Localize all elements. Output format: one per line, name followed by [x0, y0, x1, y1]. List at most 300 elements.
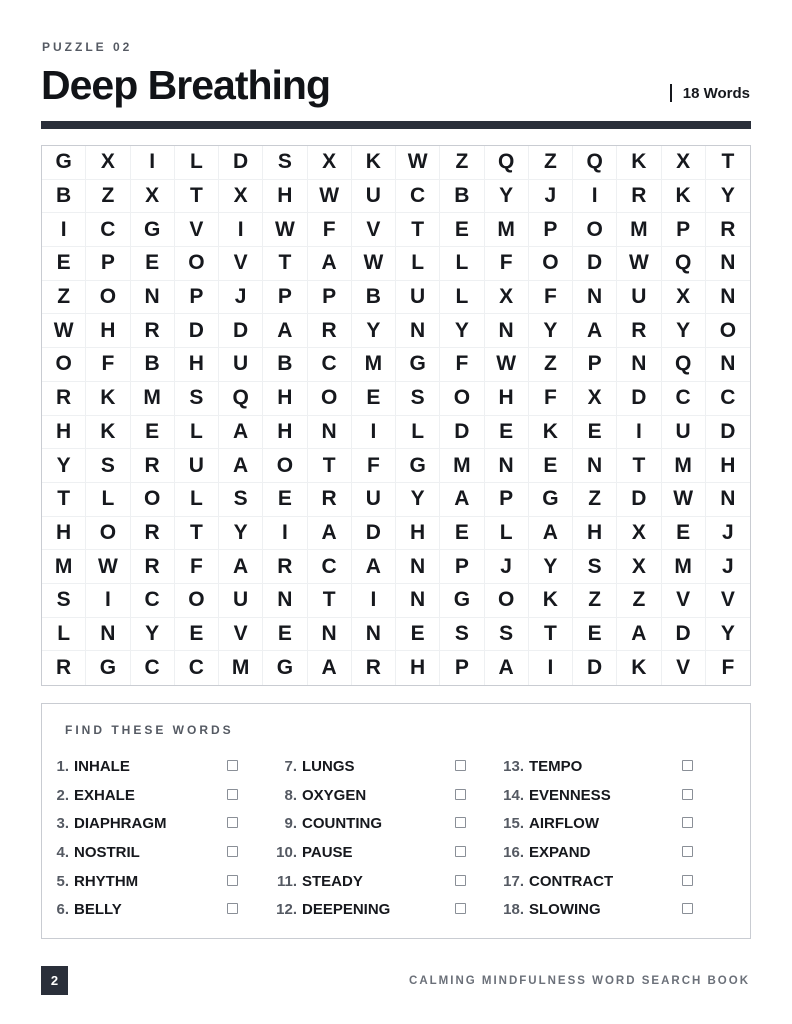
grid-cell[interactable]: Y: [529, 550, 573, 584]
grid-cell[interactable]: B: [440, 180, 484, 214]
grid-cell[interactable]: I: [219, 213, 263, 247]
grid-cell[interactable]: E: [42, 247, 86, 281]
grid-cell[interactable]: I: [617, 416, 661, 450]
grid-cell[interactable]: X: [662, 281, 706, 315]
grid-cell[interactable]: T: [706, 146, 750, 180]
grid-cell[interactable]: P: [308, 281, 352, 315]
grid-cell[interactable]: T: [175, 517, 219, 551]
grid-cell[interactable]: Z: [529, 348, 573, 382]
grid-cell[interactable]: Y: [529, 314, 573, 348]
grid-cell[interactable]: O: [42, 348, 86, 382]
grid-cell[interactable]: S: [219, 483, 263, 517]
grid-cell[interactable]: O: [706, 314, 750, 348]
grid-cell[interactable]: A: [308, 517, 352, 551]
grid-cell[interactable]: L: [485, 517, 529, 551]
grid-cell[interactable]: Y: [706, 180, 750, 214]
grid-cell[interactable]: N: [396, 550, 440, 584]
grid-cell[interactable]: M: [662, 449, 706, 483]
grid-cell[interactable]: A: [485, 651, 529, 685]
grid-cell[interactable]: A: [219, 416, 263, 450]
grid-cell[interactable]: L: [396, 247, 440, 281]
grid-cell[interactable]: E: [175, 618, 219, 652]
grid-cell[interactable]: H: [485, 382, 529, 416]
grid-cell[interactable]: P: [440, 550, 484, 584]
grid-cell[interactable]: K: [662, 180, 706, 214]
grid-cell[interactable]: G: [86, 651, 130, 685]
grid-cell[interactable]: O: [86, 517, 130, 551]
word-list-item: [42, 895, 238, 924]
grid-cell[interactable]: Q: [219, 382, 263, 416]
word-list-item: [42, 781, 238, 810]
grid-cell[interactable]: N: [86, 618, 130, 652]
grid-cell[interactable]: I: [131, 146, 175, 180]
grid-cell[interactable]: O: [131, 483, 175, 517]
grid-cell[interactable]: G: [529, 483, 573, 517]
grid-cell[interactable]: T: [396, 213, 440, 247]
word-number: 1.: [56, 757, 69, 775]
word-checkbox[interactable]: [455, 760, 466, 771]
grid-cell[interactable]: T: [529, 618, 573, 652]
grid-cell[interactable]: Z: [440, 146, 484, 180]
grid-cell[interactable]: E: [485, 416, 529, 450]
word-checkbox[interactable]: [227, 789, 238, 800]
grid-cell[interactable]: H: [396, 651, 440, 685]
grid-cell[interactable]: U: [617, 281, 661, 315]
word-number: 3.: [56, 815, 69, 833]
grid-cell[interactable]: C: [396, 180, 440, 214]
grid-cell[interactable]: G: [263, 651, 307, 685]
grid-cell[interactable]: U: [219, 348, 263, 382]
grid-cell[interactable]: H: [263, 180, 307, 214]
grid-cell[interactable]: L: [440, 247, 484, 281]
grid-cell[interactable]: D: [573, 651, 617, 685]
grid-cell[interactable]: I: [529, 651, 573, 685]
grid-cell[interactable]: E: [131, 247, 175, 281]
grid-cell[interactable]: Q: [573, 146, 617, 180]
grid-cell[interactable]: C: [308, 348, 352, 382]
grid-cell[interactable]: J: [219, 281, 263, 315]
grid-cell[interactable]: L: [86, 483, 130, 517]
grid-cell[interactable]: J: [485, 550, 529, 584]
word-list-item: [497, 781, 693, 810]
word-checkbox[interactable]: [682, 903, 693, 914]
grid-cell[interactable]: Q: [485, 146, 529, 180]
grid-cell[interactable]: U: [662, 416, 706, 450]
grid-cell[interactable]: X: [485, 281, 529, 315]
grid-cell[interactable]: S: [396, 382, 440, 416]
grid-cell[interactable]: D: [573, 247, 617, 281]
word-list-item: [497, 895, 693, 924]
word-list-column: [270, 752, 466, 924]
grid-cell[interactable]: E: [263, 618, 307, 652]
grid-cell[interactable]: V: [175, 213, 219, 247]
word-number: 8.: [284, 786, 297, 804]
grid-cell[interactable]: G: [42, 146, 86, 180]
grid-cell[interactable]: E: [440, 517, 484, 551]
grid-cell[interactable]: F: [175, 550, 219, 584]
grid-cell[interactable]: G: [440, 584, 484, 618]
word-text: TEMPO: [529, 757, 583, 775]
grid-cell[interactable]: W: [86, 550, 130, 584]
grid-cell[interactable]: B: [131, 348, 175, 382]
word-number: 7.: [284, 757, 297, 775]
grid-cell[interactable]: K: [529, 416, 573, 450]
word-text: STEADY: [302, 872, 363, 890]
grid-cell[interactable]: R: [131, 517, 175, 551]
grid-cell[interactable]: N: [573, 449, 617, 483]
grid-cell[interactable]: U: [352, 180, 396, 214]
grid-cell[interactable]: Z: [573, 584, 617, 618]
grid-cell[interactable]: N: [396, 314, 440, 348]
word-checkbox[interactable]: [455, 846, 466, 857]
grid-cell[interactable]: I: [352, 584, 396, 618]
grid-cell[interactable]: K: [617, 651, 661, 685]
grid-cell[interactable]: I: [86, 584, 130, 618]
grid-cell[interactable]: R: [131, 550, 175, 584]
grid-cell[interactable]: M: [485, 213, 529, 247]
grid-cell[interactable]: N: [308, 618, 352, 652]
grid-cell[interactable]: M: [617, 213, 661, 247]
grid-cell[interactable]: D: [352, 517, 396, 551]
grid-cell[interactable]: N: [485, 314, 529, 348]
grid-cell[interactable]: D: [219, 314, 263, 348]
grid-cell[interactable]: A: [308, 247, 352, 281]
grid-cell[interactable]: U: [175, 449, 219, 483]
grid-cell[interactable]: W: [308, 180, 352, 214]
grid-cell[interactable]: S: [42, 584, 86, 618]
word-checkbox[interactable]: [455, 789, 466, 800]
grid-cell[interactable]: O: [573, 213, 617, 247]
grid-cell[interactable]: R: [131, 449, 175, 483]
grid-cell[interactable]: L: [175, 146, 219, 180]
grid-cell[interactable]: O: [175, 247, 219, 281]
word-text: EVENNESS: [529, 786, 611, 804]
grid-cell[interactable]: O: [485, 584, 529, 618]
grid-cell[interactable]: D: [662, 618, 706, 652]
grid-cell[interactable]: Z: [529, 146, 573, 180]
grid-cell[interactable]: T: [42, 483, 86, 517]
grid-cell[interactable]: N: [617, 348, 661, 382]
grid-cell[interactable]: A: [573, 314, 617, 348]
grid-cell[interactable]: K: [86, 416, 130, 450]
grid-cell[interactable]: X: [617, 550, 661, 584]
grid-cell[interactable]: H: [86, 314, 130, 348]
grid-cell[interactable]: O: [308, 382, 352, 416]
grid-cell[interactable]: A: [617, 618, 661, 652]
grid-cell[interactable]: M: [352, 348, 396, 382]
grid-cell[interactable]: W: [485, 348, 529, 382]
grid-cell[interactable]: P: [175, 281, 219, 315]
grid-cell[interactable]: H: [42, 416, 86, 450]
grid-cell[interactable]: K: [352, 146, 396, 180]
grid-cell[interactable]: V: [219, 247, 263, 281]
grid-cell[interactable]: P: [662, 213, 706, 247]
grid-cell[interactable]: F: [86, 348, 130, 382]
grid-cell[interactable]: V: [662, 584, 706, 618]
word-list-item: [42, 809, 238, 838]
grid-cell[interactable]: H: [706, 449, 750, 483]
word-checkbox[interactable]: [682, 875, 693, 886]
grid-cell[interactable]: N: [706, 348, 750, 382]
word-checkbox[interactable]: [455, 903, 466, 914]
grid-cell[interactable]: X: [308, 146, 352, 180]
grid-cell[interactable]: U: [219, 584, 263, 618]
word-list-item: [497, 867, 693, 896]
grid-cell[interactable]: N: [308, 416, 352, 450]
grid-cell[interactable]: W: [42, 314, 86, 348]
grid-cell[interactable]: X: [219, 180, 263, 214]
grid-cell[interactable]: C: [175, 651, 219, 685]
grid-cell[interactable]: E: [662, 517, 706, 551]
word-checkbox[interactable]: [682, 846, 693, 857]
grid-cell[interactable]: D: [175, 314, 219, 348]
grid-cell[interactable]: L: [42, 618, 86, 652]
grid-cell[interactable]: O: [86, 281, 130, 315]
grid-cell[interactable]: L: [175, 416, 219, 450]
grid-cell[interactable]: X: [617, 517, 661, 551]
word-checkbox[interactable]: [682, 789, 693, 800]
grid-cell[interactable]: V: [706, 584, 750, 618]
word-text: PAUSE: [302, 843, 353, 861]
grid-cell[interactable]: R: [42, 651, 86, 685]
grid-cell[interactable]: T: [175, 180, 219, 214]
grid-cell[interactable]: Q: [662, 348, 706, 382]
grid-cell[interactable]: P: [529, 213, 573, 247]
grid-cell[interactable]: Z: [573, 483, 617, 517]
grid-cell[interactable]: L: [396, 416, 440, 450]
word-checkbox[interactable]: [455, 817, 466, 828]
grid-cell[interactable]: O: [175, 584, 219, 618]
grid-cell[interactable]: G: [396, 449, 440, 483]
grid-cell[interactable]: R: [42, 382, 86, 416]
grid-cell[interactable]: I: [42, 213, 86, 247]
grid-cell[interactable]: K: [86, 382, 130, 416]
grid-cell[interactable]: S: [86, 449, 130, 483]
grid-cell[interactable]: O: [529, 247, 573, 281]
grid-cell[interactable]: C: [131, 651, 175, 685]
grid-cell[interactable]: Y: [485, 180, 529, 214]
grid-cell[interactable]: F: [352, 449, 396, 483]
grid-cell[interactable]: A: [440, 483, 484, 517]
grid-cell[interactable]: R: [706, 213, 750, 247]
grid-cell[interactable]: M: [42, 550, 86, 584]
grid-cell[interactable]: E: [529, 449, 573, 483]
grid-cell[interactable]: Q: [662, 247, 706, 281]
grid-cell[interactable]: R: [263, 550, 307, 584]
grid-cell[interactable]: Z: [86, 180, 130, 214]
grid-cell[interactable]: H: [263, 416, 307, 450]
grid-cell[interactable]: M: [440, 449, 484, 483]
grid-cell[interactable]: G: [131, 213, 175, 247]
grid-cell[interactable]: A: [352, 550, 396, 584]
word-checkbox[interactable]: [455, 875, 466, 886]
word-checkbox[interactable]: [227, 903, 238, 914]
grid-cell[interactable]: H: [573, 517, 617, 551]
grid-cell[interactable]: L: [175, 483, 219, 517]
grid-cell[interactable]: L: [440, 281, 484, 315]
grid-cell[interactable]: X: [662, 146, 706, 180]
word-checkbox[interactable]: [227, 846, 238, 857]
grid-cell[interactable]: E: [131, 416, 175, 450]
grid-cell[interactable]: B: [352, 281, 396, 315]
grid-cell[interactable]: E: [396, 618, 440, 652]
grid-cell[interactable]: H: [175, 348, 219, 382]
word-checkbox[interactable]: [227, 875, 238, 886]
grid-cell[interactable]: C: [131, 584, 175, 618]
divider-bar: [670, 84, 672, 102]
grid-cell[interactable]: B: [263, 348, 307, 382]
grid-cell[interactable]: U: [396, 281, 440, 315]
grid-cell[interactable]: Y: [706, 618, 750, 652]
grid-cell[interactable]: H: [396, 517, 440, 551]
grid-cell[interactable]: G: [396, 348, 440, 382]
grid-cell[interactable]: P: [440, 651, 484, 685]
grid-cell[interactable]: A: [219, 449, 263, 483]
word-text: NOSTRIL: [74, 843, 140, 861]
grid-cell[interactable]: T: [308, 584, 352, 618]
grid-cell[interactable]: C: [662, 382, 706, 416]
word-checkbox[interactable]: [227, 817, 238, 828]
word-checkbox[interactable]: [682, 760, 693, 771]
grid-cell[interactable]: N: [706, 247, 750, 281]
grid-cell[interactable]: M: [131, 382, 175, 416]
grid-cell[interactable]: E: [440, 213, 484, 247]
grid-cell[interactable]: I: [263, 517, 307, 551]
grid-cell[interactable]: E: [263, 483, 307, 517]
grid-cell[interactable]: K: [617, 146, 661, 180]
grid-cell[interactable]: H: [42, 517, 86, 551]
grid-cell[interactable]: D: [440, 416, 484, 450]
grid-cell[interactable]: W: [662, 483, 706, 517]
word-text: CONTRACT: [529, 872, 614, 890]
grid-cell[interactable]: T: [263, 247, 307, 281]
grid-cell[interactable]: W: [263, 213, 307, 247]
grid-cell[interactable]: S: [263, 146, 307, 180]
grid-cell[interactable]: O: [263, 449, 307, 483]
grid-cell[interactable]: T: [308, 449, 352, 483]
grid-cell[interactable]: I: [573, 180, 617, 214]
grid-cell[interactable]: X: [86, 146, 130, 180]
grid-cell[interactable]: N: [352, 618, 396, 652]
grid-cell[interactable]: M: [219, 651, 263, 685]
grid-cell[interactable]: U: [352, 483, 396, 517]
grid-cell[interactable]: X: [573, 382, 617, 416]
grid-cell[interactable]: N: [131, 281, 175, 315]
grid-cell[interactable]: N: [485, 449, 529, 483]
grid-cell[interactable]: F: [529, 382, 573, 416]
grid-cell[interactable]: A: [219, 550, 263, 584]
grid-cell[interactable]: N: [706, 281, 750, 315]
grid-cell[interactable]: S: [485, 618, 529, 652]
grid-cell[interactable]: K: [529, 584, 573, 618]
word-list-item: [497, 752, 693, 781]
grid-cell[interactable]: F: [529, 281, 573, 315]
grid-cell[interactable]: Z: [42, 281, 86, 315]
grid-cell[interactable]: P: [86, 247, 130, 281]
grid-cell[interactable]: J: [529, 180, 573, 214]
grid-cell[interactable]: E: [573, 416, 617, 450]
word-checkbox[interactable]: [227, 760, 238, 771]
grid-cell[interactable]: V: [219, 618, 263, 652]
grid-cell[interactable]: A: [308, 651, 352, 685]
grid-cell[interactable]: E: [573, 618, 617, 652]
grid-cell[interactable]: D: [617, 483, 661, 517]
grid-cell[interactable]: R: [131, 314, 175, 348]
grid-cell[interactable]: P: [485, 483, 529, 517]
grid-cell[interactable]: R: [617, 314, 661, 348]
grid-cell[interactable]: C: [308, 550, 352, 584]
grid-cell[interactable]: Y: [131, 618, 175, 652]
grid-cell[interactable]: Y: [219, 517, 263, 551]
grid-cell[interactable]: V: [662, 651, 706, 685]
grid-cell[interactable]: S: [440, 618, 484, 652]
grid-cell[interactable]: P: [573, 348, 617, 382]
page-title: Deep Breathing: [41, 62, 330, 108]
grid-cell[interactable]: E: [352, 382, 396, 416]
grid-cell[interactable]: N: [573, 281, 617, 315]
grid-cell[interactable]: R: [308, 314, 352, 348]
word-number: 18.: [503, 901, 524, 919]
grid-cell[interactable]: F: [721, 656, 735, 680]
grid-cell[interactable]: Y: [662, 314, 706, 348]
grid-cell[interactable]: R: [352, 651, 396, 685]
grid-cell[interactable]: J: [706, 517, 750, 551]
grid-cell[interactable]: S: [573, 550, 617, 584]
grid-cell[interactable]: S: [175, 382, 219, 416]
grid-cell[interactable]: W: [396, 146, 440, 180]
grid-cell[interactable]: R: [617, 180, 661, 214]
grid-cell[interactable]: C: [86, 213, 130, 247]
grid-cell[interactable]: N: [396, 584, 440, 618]
grid-cell[interactable]: D: [706, 416, 750, 450]
grid-cell[interactable]: W: [352, 247, 396, 281]
grid-cell[interactable]: Y: [42, 449, 86, 483]
grid-cell[interactable]: F: [308, 213, 352, 247]
grid-cell[interactable]: Y: [396, 483, 440, 517]
grid-cell[interactable]: F: [485, 247, 529, 281]
grid-cell[interactable]: A: [263, 314, 307, 348]
grid-cell[interactable]: N: [706, 483, 750, 517]
grid-cell[interactable]: R: [308, 483, 352, 517]
grid-cell[interactable]: D: [219, 146, 263, 180]
grid-cell[interactable]: D: [617, 382, 661, 416]
grid-cell[interactable]: M: [662, 550, 706, 584]
word-text: BELLY: [74, 901, 122, 919]
grid-cell[interactable]: O: [440, 382, 484, 416]
grid-cell[interactable]: C: [706, 382, 750, 416]
grid-cell[interactable]: X: [131, 180, 175, 214]
word-list-item: [270, 752, 466, 781]
grid-cell[interactable]: V: [352, 213, 396, 247]
grid-cell[interactable]: N: [263, 584, 307, 618]
grid-cell[interactable]: T: [617, 449, 661, 483]
grid-cell[interactable]: P: [263, 281, 307, 315]
grid-cell[interactable]: Y: [352, 314, 396, 348]
word-text: INHALE: [74, 757, 130, 775]
word-text: DEEPENING: [302, 901, 391, 919]
grid-cell[interactable]: W: [617, 247, 661, 281]
grid-cell[interactable]: J: [706, 550, 750, 584]
word-checkbox[interactable]: [682, 817, 693, 828]
grid-cell[interactable]: Y: [440, 314, 484, 348]
grid-cell[interactable]: F: [440, 348, 484, 382]
grid-cell[interactable]: B: [42, 180, 86, 214]
grid-cell[interactable]: I: [352, 416, 396, 450]
word-text: SLOWING: [529, 901, 601, 919]
grid-cell[interactable]: Z: [617, 584, 661, 618]
grid-cell[interactable]: A: [529, 517, 573, 551]
grid-cell[interactable]: H: [263, 382, 307, 416]
